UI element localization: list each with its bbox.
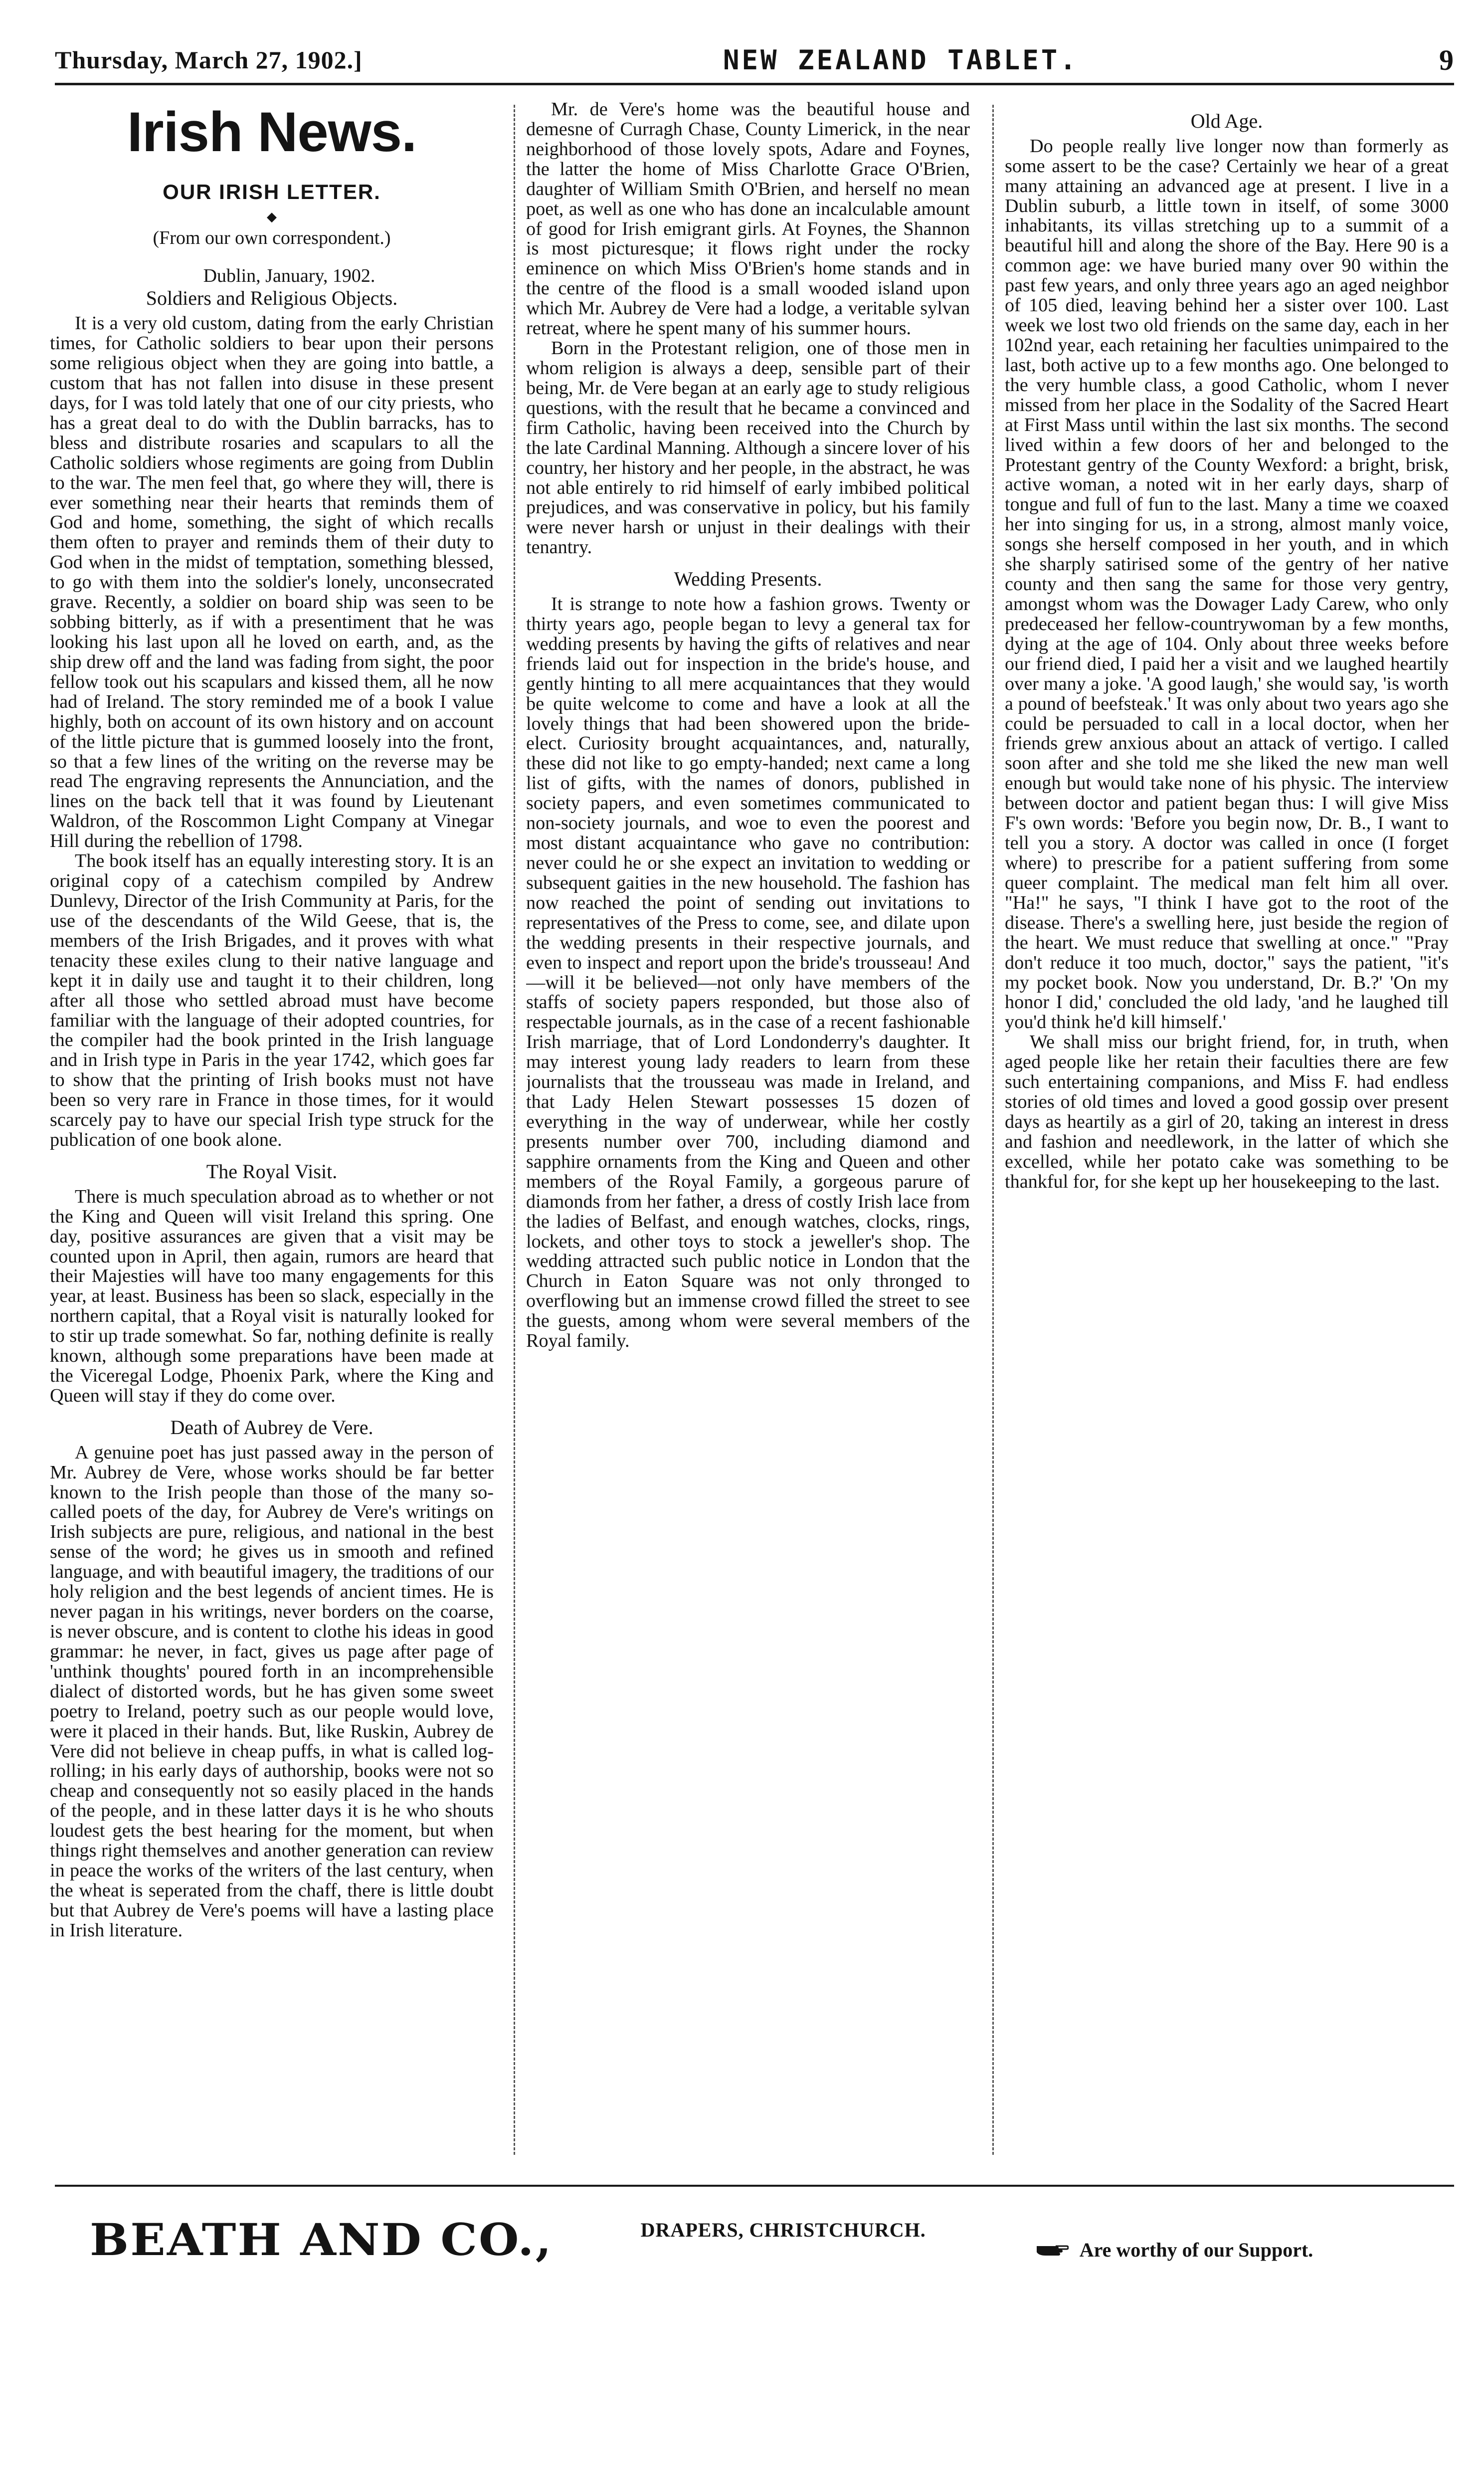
heading-soldiers: Soldiers and Religious Objects. [146,287,398,310]
heading-wedding: Wedding Presents. [674,568,822,591]
support-line [1036,2238,1313,2262]
heading-de-vere: Death of Aubrey de Vere. [170,1416,373,1439]
diamond-ornament-icon: ◆ [267,209,277,224]
heading-royal-visit: The Royal Visit. [206,1160,338,1183]
paragraph: We shall miss our bright friend, for, in truth, when aged people like her retain their faculties there are few such entertaining companions, and Miss F. had endless stories of old times and loved a good gossip over present days as heartily as a girl of 20, taking an interest in dress and fashion and needlework, in the latter of which she excelled, while her potato cake was something to be thankful for, for she kept up her housekeeping to the last. [1005,1032,1449,1192]
section-title: Irish News. [127,101,417,163]
pointing-hand-icon [1036,2241,1069,2258]
paragraph: It is strange to note how a fashion grows. Twenty or thirty years ago, people began to levy a general tax for wedding presents by having the gifts of relatives and near friends laid out for inspection in the bride's house, and gently hinting to all mere acquaintances that they would be quite welcome to come and have a look at all the lovely things that had been showered upon the bride-elect. Curiosity brought acquaintances, and, naturally, these did not like to go empty-handed; next came a long list of gifts, with the names of donors, published in society papers, and even sometimes communicated to non-society journals, and woe to even the poorest and most distant acquaintance who gave no contribution: never could he or she expect an invitation to wedding or subsequent gaities in the new household. The fashion has now reached the point of sending out invitations to representatives of the Press to come, see, and dilate upon the wedding presents in their respective journals, and even to inspect and report upon the bride's trousseau! And—will it be believed—not only have members of the staffs of society papers responded, but those also of respectable journals, as in the case of a recent fashionable Irish marriage, that of Lord Londonderry's daughter. It may interest young lady readers to learn from these journalists that the trousseau was made in Ireland, and that Lady Helen Stewart possesses 15 dozen of everything in the way of underwear, while her costly presents number over 700, including diamond and sapphire ornaments from the King and Queen and other members of the Royal Family, a gorgeous parure of diamonds from her father, a dress of costly Irish lace from the ladies of Belfast, and enough watches, clocks, rings, lockets, and other toys to stock a jeweller's shop. The wedding attracted such public notice in London that the Church in Eaton Square was not only thronged to overflowing but an immense crowd filled the street to see the guests, among whom were several members of the Royal family. [526,594,970,1352]
paper-title: NEW ZEALAND TABLET. [723,44,1079,76]
advertiser-name: BEATH AND CO., [90,2214,553,2266]
advertiser-trade: DRAPERS, CHRISTCHURCH. [640,2218,926,2241]
article-subtitle: OUR IRISH LETTER. [163,180,381,204]
paragraph: Mr. de Vere's home was the beautiful house and demesne of Curragh Chase, County Limerick, in the near neighborhood of those lovely spots, Adare and Foynes, the latter the home of Miss Charlotte Grace O'Brien, daughter of William Smith O'Brien, and herself no mean poet, as well as one who has done an incalculable amount of good for Irish emigrant girls. At Foynes, the Shannon is most picturesque; it flows right under the rocky eminence on which Miss O'Brien's home stands and in the centre of the flood is a small wooded island upon which Mr. Aubrey de Vere had a lodge, a veritable sylvan retreat, where he spent many of his summer hours. [526,100,970,339]
heading-old-age: Old Age. [1190,110,1263,132]
column-rule-right [992,105,994,2155]
column-2 [526,100,970,2170]
paragraph: The book itself has an equally interesting story. It is an original copy of a catechism compiled by Andrew Dunlevy, Director of the Irish Community at Paris, for the use of the descendants of the Wild Geese, that is, the members of the Irish Brigades, and it proves with what tenacity these exiles clung to their native language and kept it in daily use and taught it to their children, long after all those who settled abroad must have become familiar with the language of their adopted countries, for the compiler had the book printed in the Irish language and in Irish type in Paris in the year 1742, which goes far to show that the printing of Irish books must not have been so very rare in France in those times, for it would scarcely pay to have our special Irish type struck for the publication of one book alone. [50,850,494,1151]
correspondent-line: (From our own correspondent.) [153,227,391,249]
column-rule-left [514,105,515,2155]
advertisement-footer [90,2210,1454,2270]
footer-rule [55,2185,1454,2187]
dateline: Dublin, January, 1902. [203,265,375,286]
paragraph: A genuine poet has just passed away in the person of Mr. Aubrey de Vere, whose works should be far better known to the Irish people than those of the many so-called poets of the day, for Aubrey de Vere's writings on Irish subjects are pure, religious, and national in the best sense of the word; he gives us in smooth and refined language, and with beautiful imagery, the traditions of our holy religion and the best legends of ancient times. He is never pagan in his writings, never borders on the coarse, is never obscure, and is content to clothe his ideas in good grammar: he never, in fact, gives us page after page of 'unthink thoughts' poured forth in an incomprehensible dialect of distorted words, but he has given some sweet poetry to Ireland, poetry such as our people would love, were it placed in their hands. But, like Ruskin, Aubrey de Vere did not believe in cheap puffs, in what is called log-rolling; in his early days of authorship, books were not so cheap and consequently not so easily placed in the hands of the people, and in these latter days it is he who shouts loudest gets the best hearing for the moment, but when things right themselves and another generation can review in peace the works of the writers of the last century, when the wheat is seperated from the chaff, there is little doubt but that Aubrey de Vere's poems will have a lasting place in Irish literature. [50,1442,494,1941]
support-text: Are worthy of our Support. [1079,2238,1313,2261]
column-3 [1005,100,1449,2170]
issue-date: Thursday, March 27, 1902.] [55,46,363,74]
paragraph: It is a very old custom, dating from the early Christian times, for Catholic soldiers to bear upon their persons some religious object when they are going into battle, a custom that has not fallen into disuse in these present days, for I was told lately that one of our city priests, who has a great deal to do with the Dublin barracks, has to bless and distribute rosaries and scapulars to all the Catholic soldiers whose regiments are going from Dublin to the war. The men feel that, go where they will, there is ever something near their hearts that reminds them of God and home, something, the sight of which recalls them often to prayer and reminds them of their duty to God when in the midst of temptation, something blessed, to go with them into the soldier's lonely, unconsecrated grave. Recently, a soldier on board ship was seen to be sobbing bitterly, as if with a presentiment that he was looking his last upon all he loved on earth, and, as the ship drew off and the land was fading from sight, the poor fellow took out his scapulars and kissed them, all he now had of Ireland. The story reminded me of a book I value highly, both on account of its own history and on account of the little picture that is gummed loosely into the front, so that a few lines of the writing on the reverse may be read The engraving represents the Annunciation, and the lines on the back tell that it was found by Lieutenant Waldron, of the Roscommon Light Company at Vinegar Hill during the rebellion of 1798. [50,313,494,852]
page-number: 9 [1439,43,1454,76]
paragraph: There is much speculation abroad as to whether or not the King and Queen will visit Ireland this spring. One day, positive assurances are given that a visit may be counted upon in April, then again, rumors are heard that their Majesties will have too many engagements for this year, at least. Business has been so slack, especially in the northern capital, that a Royal visit is naturally looked for to stir up trade somewhat. So far, nothing definite is really known, although some preparations have been made at the Viceregal Lodge, Phoenix Park, where the King and Queen will stay if they do come over. [50,1186,494,1406]
paragraph: Do people really live longer now than formerly as some assert to be the case? Certainly we hear of a great many attaining an advanced age at present. I live in a Dublin suburb, a little town in itself, of some 3000 inhabitants, its villas stretching up to a summit of a beautiful hill and along the shore of the Bay. Here 90 is a common age: we have buried many over 90 within the past few years, and only three years ago an aged neighbor of 105 died, leaving behind her a sister over 100. Last week we lost two old friends on the same day, each in her 102nd year, each retaining her faculties unimpaired to the last, both active up to a few months ago. One belonged to the very humble class, a good Catholic, whom I never missed from her place in the Sodality of the Sacred Heart at First Mass until within the last six months. The second lived within a few doors of her and belonged to the Protestant gentry of the County Wexford: a bright, brisk, active woman, a noted wit in her early days, sharp of tongue and full of fun to the last. Many a time we coaxed her into singing for us, in a strong, almost manly voice, songs she herself composed in her youth, and in which she sharply satirised some of the gentry of her native county and then sang the same for those very gentry, amongst whom was the Dowager Lady Carew, who only predeceased her fellow-countrywoman by a few months, dying at the age of 104. Only about three weeks before our friend died, I paid her a visit and we laughed heartily over many a joke. 'A good laugh,' she would say, 'is worth a pound of beefsteak.' It was only about two years ago she could be persuaded to call in a local doctor, when her friends grew anxious about an attack of vertigo. I called soon after and she told me she liked the new man well enough but would take none of his physic. The interview between doctor and patient began thus: I will give Miss F's own words: 'Before you begin now, Dr. B., I want to tell you a story. A doctor was called in once (I forget where) to prescribe for a patient suffering from some queer complaint. The medical man felt him all over. "Ha!" he says, "I think I have got to the root of the disease. There's a swelling here, just beside the region of the heart. We must reduce that swelling at once." "Pray don't reduce it too much, doctor," says the patient, "it's my pocket book. Now you understand, Dr. B.?' 'On my honor I did,' concluded the old lady, 'and he laughed till you'd think he'd kill himself.' [1005,135,1449,1033]
page-header [55,37,1454,85]
paragraph: Born in the Protestant religion, one of those men in whom religion is always a deep, sensible part of their being, Mr. de Vere began at an early age to study religious questions, with the result that he became a convinced and firm Catholic, having been received into the Church by the late Cardinal Manning. Although a sincere lover of his country, her history and her people, in the abstract, he was not able entirely to rid himself of early imbibed political prejudices, and was conservative in policy, but his family were never harsh or unjust in their dealings with their tenantry. [526,338,970,558]
column-1 [50,100,494,2170]
